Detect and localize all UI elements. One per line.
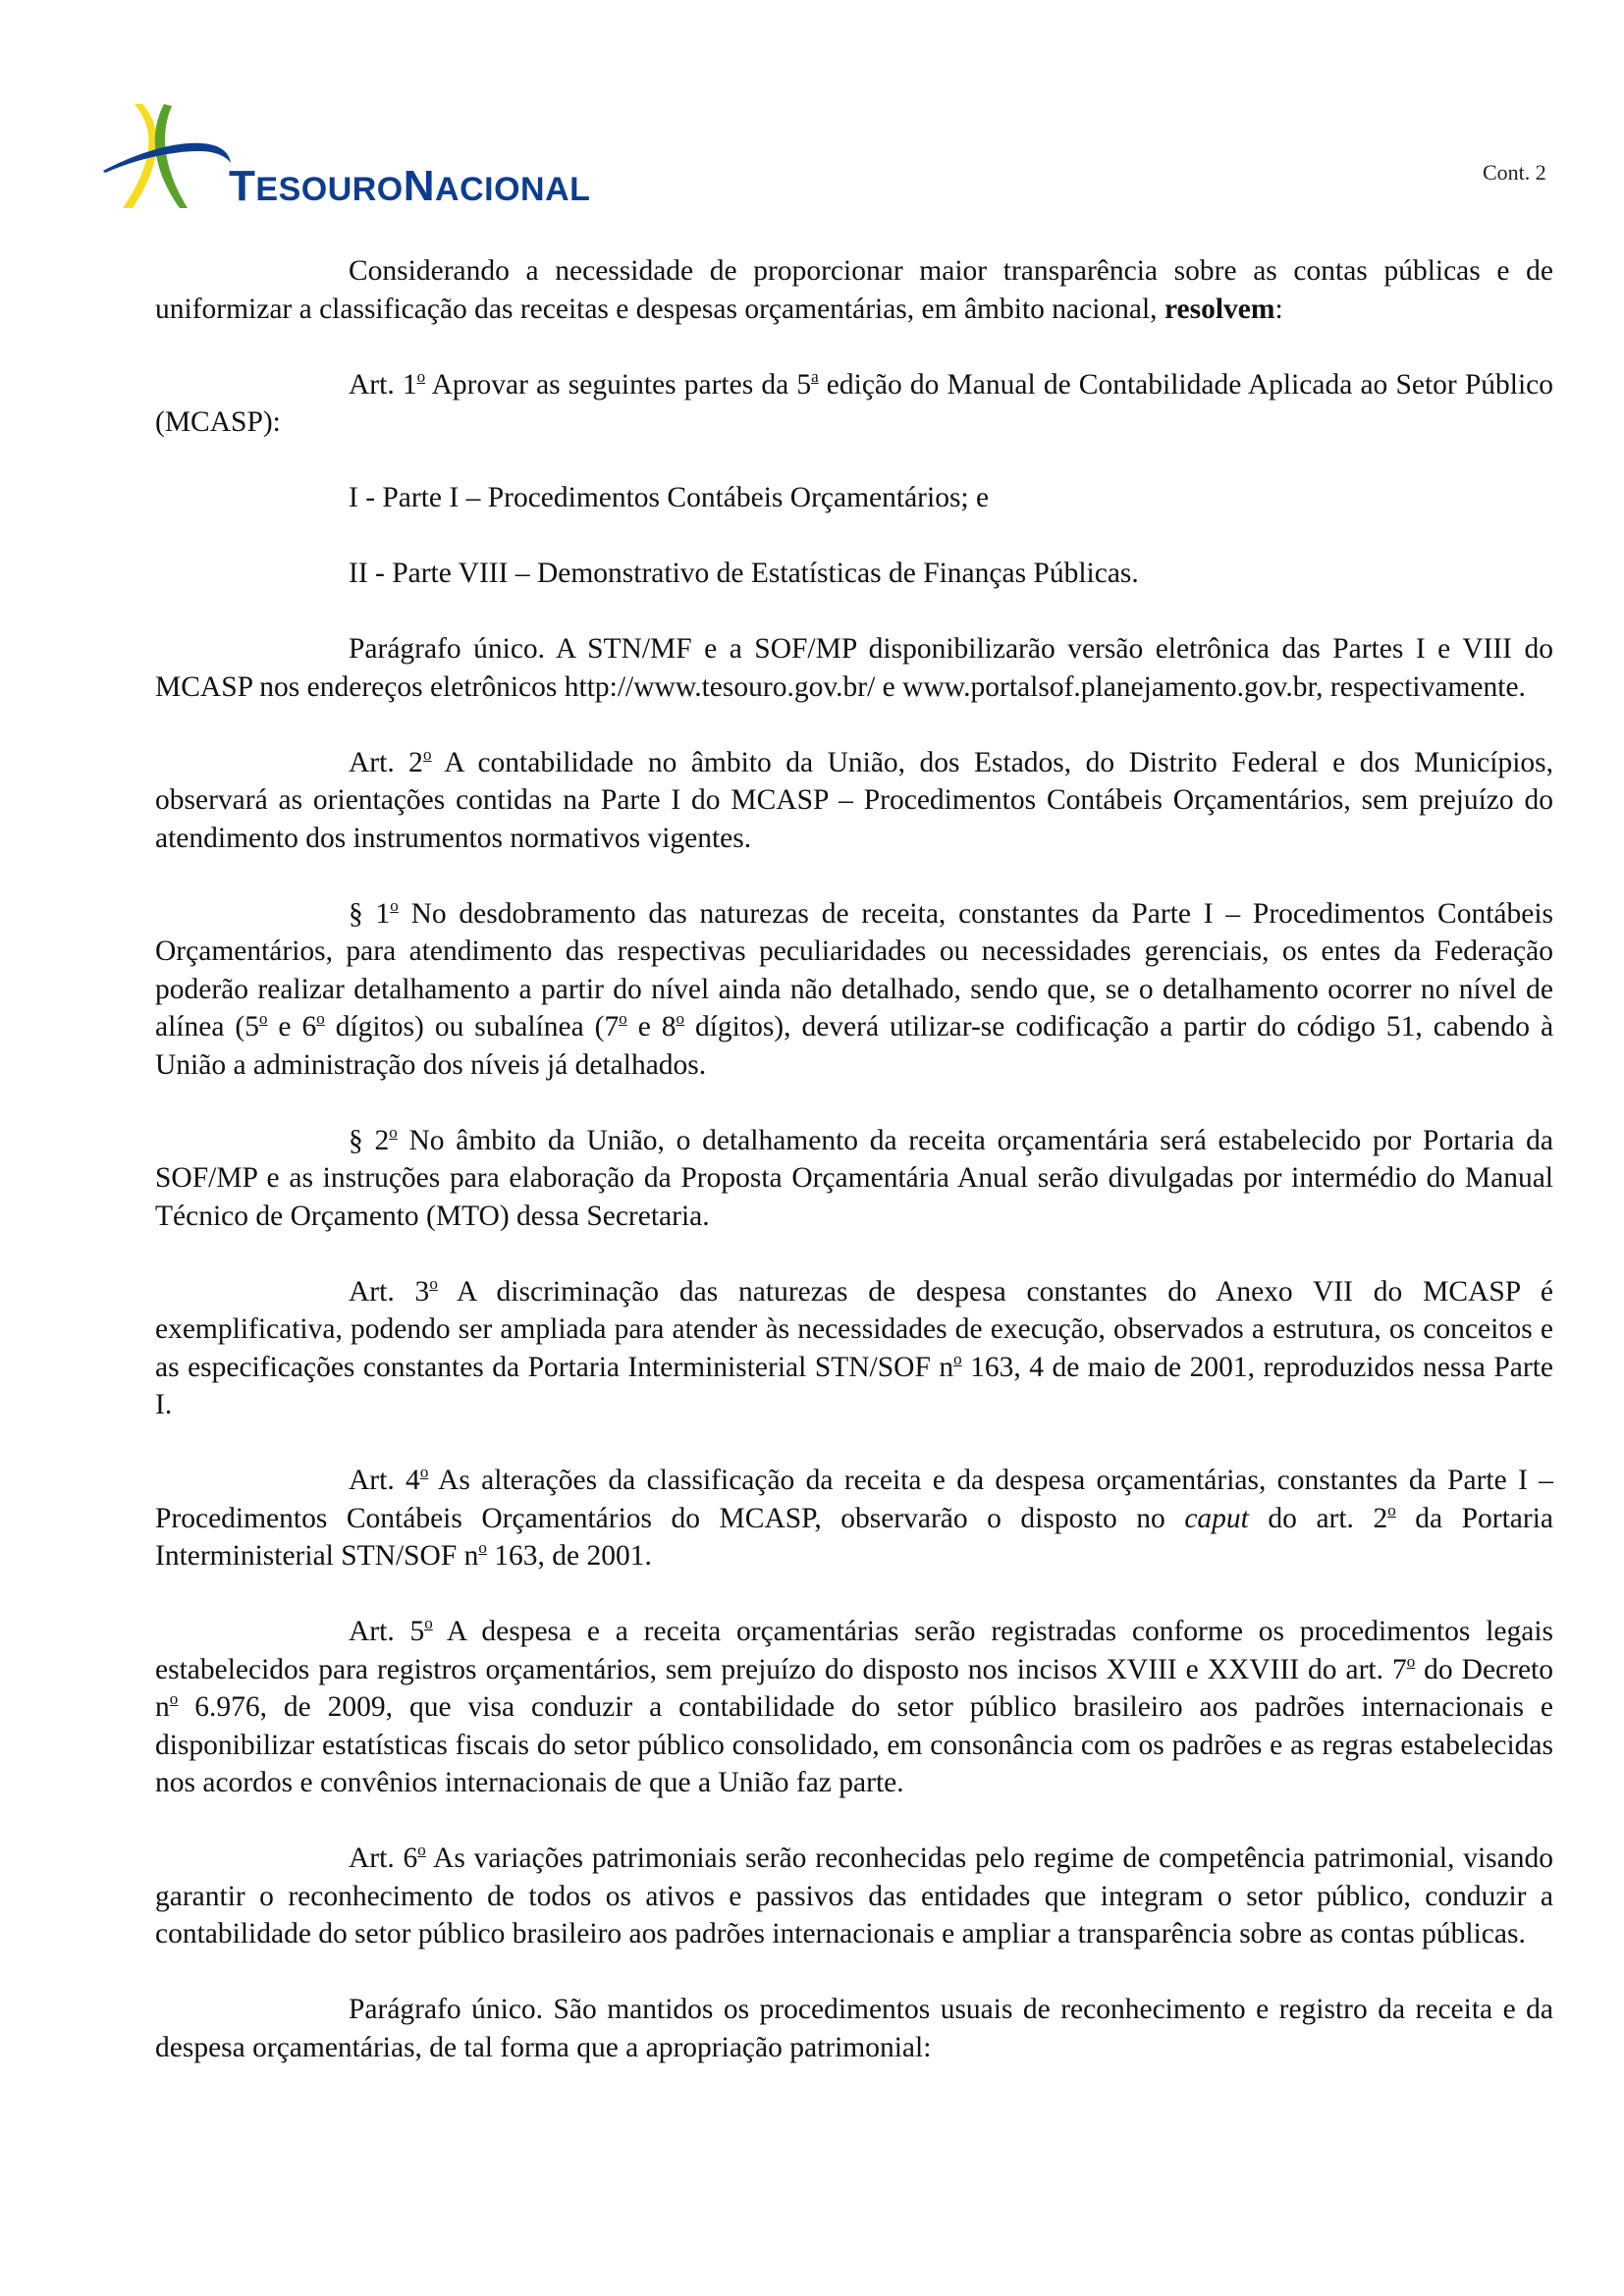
paragraph-text: dígitos), deverá utilizar-se codificação a partir do código 51, cabendo à União a administração dos níveis já detalhados. [155,1011,1554,1081]
article-6 [155,1840,1553,1953]
article-2-paragraph-1 [155,895,1553,1085]
ordinal-mark: o [422,744,432,764]
article-2-paragraph-2 [155,1122,1553,1236]
article-label: Art. 3 [349,1275,430,1308]
article-text: da Portaria Interministerial STN/SOF n [155,1502,1553,1572]
preamble-text: Considerando a necessidade de proporcionar maior transparência sobre as contas públicas e de uniformizar a classificação das receitas e despesas orçamentárias, em âmbito nacional, [155,255,1553,325]
ordinal-mark: o [478,1538,487,1557]
article-text: A discriminação das naturezas de despesa constantes do Anexo VII do MCASP é exemplificativa, podendo ser ampliada para atender às necessidades de execução, observados a estrutura, os conceitos e as especificações constantes da Portaria Interministerial STN/SOF n [155,1275,1554,1383]
article-label: Art. 1 [349,368,417,400]
logo-letter-n: N [403,162,436,210]
article-1 [155,366,1553,442]
ordinal-mark: o [619,1009,627,1028]
resolvem-keyword: resolvem [1164,293,1275,325]
tesouro-nacional-logo [103,98,614,211]
paragraph-text: dígitos) ou subalínea (7 [324,1011,620,1042]
article-1-item-i: I - Parte I – Procedimentos Contábeis Orçamentários; e [349,482,990,513]
article-text: 6.976, de 2009, que visa conduzir a contabilidade do setor público brasileiro aos padrões internacionais e disponibilizar estatísticas fiscais do setor público consolidado, em consonância com os padrões e as regras estabelecidas nos acordos e convênios internacionais de que a União faz parte. [155,1691,1553,1798]
article-2 [155,744,1553,858]
article-text: 163, 4 de maio de 2001, reproduzidos nessa Parte I. [155,1351,1553,1420]
ordinal-mark: o [676,1009,685,1028]
article-text: 163, de 2001. [486,1540,652,1572]
article-1-sole-paragraph: Parágrafo único. A STN/MF e a SOF/MP disponibilizarão versão eletrônica das Partes I e VIII do MCASP nos endereços eletrônicos http://www.tesouro.gov.br/ e www.portalsof.planejamento.gov.br, respectivamente. [155,633,1553,703]
article-3 [155,1273,1553,1424]
paragraph-text: e 6 [267,1011,317,1042]
ordinal-mark: o [419,1463,429,1481]
article-text: do Decreto n [155,1653,1553,1723]
ordinal-mark: o [417,1841,426,1859]
ordinal-mark: o [1406,1651,1416,1671]
logo-word-acional: ACIONAL [435,171,591,208]
paragraph-label: § 1 [349,897,391,930]
document-body [155,252,1553,2105]
ordinal-mark: o [429,1273,438,1293]
preamble-paragraph [155,252,1553,328]
ordinal-mark: o [258,1009,268,1028]
article-text: As alterações da classificação da receita e da despesa orçamentárias, constantes da Parte I – Procedimentos Contábeis Orçamentários do MCASP, observarão o disposto no [155,1465,1554,1534]
article-text: do art. 2 [1248,1502,1388,1534]
ordinal-mark: o [424,1614,433,1632]
article-text: As variações patrimoniais serão reconhecidas pelo regime de competência patrimonial, visando garantir o reconhecimento de todos os ativos e passivos das entidades que integram o setor público, conduzir a contabilidade do setor público brasileiro aos padrões internacionais e ampliar a transparência sobre as contas públicas. [155,1842,1554,1949]
article-text: edição do Manual de Contabilidade Aplicada ao Setor Público (MCASP): [155,368,1554,438]
ordinal-mark: o [390,895,399,915]
ordinal-mark: o [1387,1500,1396,1520]
page-continuation-marker: Cont. 2 [1483,160,1546,185]
logo-emblem-icon [103,98,241,211]
logo-word-esouro: ESOURO [255,171,404,208]
article-6-sole-paragraph: Parágrafo único. São mantidos os procedimentos usuais de reconhecimento e registro da receita e da despesa orçamentárias, de tal forma que a apropriação patrimonial: [155,1994,1553,2063]
article-5 [155,1613,1553,1802]
ordinal-mark: o [953,1349,962,1368]
article-label: Art. 4 [349,1465,420,1496]
article-text: A despesa e a receita orçamentárias serão registradas conforme os procedimentos legais estabelecidos para registros orçamentários, sem prejuízo do disposto nos incisos XVIII e XXVIII do art. 7 [155,1616,1554,1685]
caput-term: caput [1184,1502,1249,1534]
paragraph-label: § 2 [349,1124,390,1156]
article-text: A contabilidade no âmbito da União, dos Estados, do Distrito Federal e dos Municípios, observará as orientações contidas na Parte I do MCASP – Procedimentos Contábeis Orçamentários, sem prejuízo do atendimento dos instrumentos normativos vigentes. [155,746,1553,854]
article-label: Art. 6 [349,1842,418,1874]
preamble-end: : [1274,293,1283,325]
ordinal-mark: o [416,366,426,386]
article-4 [155,1462,1553,1575]
paragraph-text: No âmbito da União, o detalhamento da receita orçamentária será estabelecido por Portaria da SOF/MP e as instruções para elaboração da Proposta Orçamentária Anual serão divulgadas por intermédio do Manual Técnico de Orçamento (MTO) dessa Secretaria. [155,1124,1554,1232]
ordinal-mark: o [169,1689,179,1708]
article-1-item-ii: II - Parte VIII – Demonstrativo de Estatísticas de Finanças Públicas. [349,558,1139,589]
logo-wordmark [229,162,591,210]
ordinal-mark: o [316,1009,325,1028]
ordinal-mark: a [811,366,819,386]
article-label: Art. 2 [349,746,423,778]
paragraph-text: e 8 [626,1011,677,1042]
article-label: Art. 5 [349,1616,425,1647]
article-text: Aprovar as seguintes partes da 5 [425,368,812,400]
paragraph-text: No desdobramento das naturezas de receita, constantes da Parte I – Procedimentos Contábeis Orçamentários, para atendimento das respectivas peculiaridades ou necessidades gerenciais, os entes da Federação poderão realizar detalhamento a partir do nível ainda não detalhado, sendo que, se o detalhamento ocorrer no nível de alínea (5 [155,897,1554,1042]
ordinal-mark: o [389,1122,398,1142]
logo-letter-t: T [229,162,256,210]
